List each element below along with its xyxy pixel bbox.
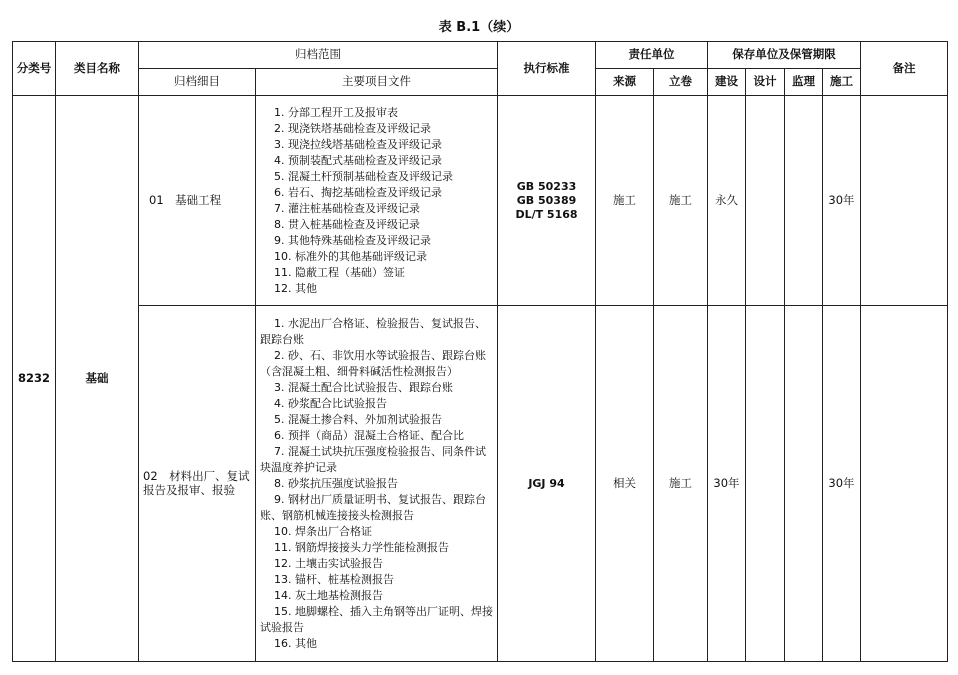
list-item: 9. 钢材出厂质量证明书、复试报告、跟踪台账、钢筋机械连接接头检测报告 — [260, 492, 486, 522]
header-contractor: 施工 — [823, 69, 861, 96]
list-item: 2. 砂、石、非饮用水等试验报告、跟踪台账（含混凝土粗、细骨料碱活性检测报告） — [260, 348, 486, 378]
header-construction: 建设 — [708, 69, 746, 96]
header-supervision: 监理 — [785, 69, 823, 96]
standard-item: JGJ 94 — [528, 476, 565, 490]
cell-design — [746, 96, 785, 306]
cell-filing: 施工 — [654, 306, 708, 662]
archive-table — [12, 41, 948, 662]
standard-item: GB 50233 — [516, 179, 577, 193]
cell-remarks — [861, 306, 948, 662]
cell-construction: 永久 — [708, 96, 746, 306]
list-item: 2. 现浇铁塔基础检查及评级记录 — [274, 121, 431, 135]
cell-code: 8232 — [13, 96, 56, 662]
list-item: 1. 水泥出厂合格证、检验报告、复试报告、跟踪台账 — [260, 316, 486, 346]
list-item: 14. 灰土地基检测报告 — [274, 588, 383, 602]
files-list — [260, 105, 493, 297]
list-item: 8. 贯入桩基础检查及评级记录 — [274, 217, 420, 231]
cell-detail: 02 材料出厂、复试报告及报审、报验 — [139, 306, 256, 662]
cell-standard — [498, 306, 596, 662]
cell-detail: 01 基础工程 — [139, 96, 256, 306]
cell-construction: 30年 — [708, 306, 746, 662]
standard-item: GB 50389 — [516, 193, 577, 207]
header-standard: 执行标准 — [498, 42, 596, 96]
list-item: 7. 混凝土试块抗压强度检验报告、同条件试块温度养护记录 — [260, 444, 486, 474]
files-list — [260, 316, 493, 652]
cell-remarks — [861, 96, 948, 306]
list-item: 9. 其他特殊基础检查及评级记录 — [274, 233, 431, 247]
header-retention: 保存单位及保管期限 — [708, 42, 861, 69]
list-item: 12. 其他 — [274, 281, 317, 295]
cell-filing: 施工 — [654, 96, 708, 306]
list-item: 5. 混凝土杆预制基础检查及评级记录 — [274, 169, 453, 183]
list-item: 12. 土壤击实试验报告 — [274, 556, 383, 570]
list-item: 10. 标准外的其他基础评级记录 — [274, 249, 427, 263]
header-design: 设计 — [746, 69, 785, 96]
list-item: 8. 砂浆抗压强度试验报告 — [274, 476, 398, 490]
list-item: 4. 砂浆配合比试验报告 — [274, 396, 387, 410]
header-remarks: 备注 — [861, 42, 948, 96]
list-item: 15. 地脚螺栓、插入主角钢等出厂证明、焊接试验报告 — [260, 604, 493, 634]
standard-item: DL/T 5168 — [515, 207, 578, 221]
list-item: 7. 灌注桩基础检查及评级记录 — [274, 201, 420, 215]
table-row — [13, 306, 948, 662]
header-scope-files: 主要项目文件 — [256, 69, 498, 96]
table-row — [13, 96, 948, 306]
table-title: 表 B.1（续） — [438, 20, 520, 35]
cell-source: 相关 — [596, 306, 654, 662]
header-category: 类目名称 — [56, 42, 139, 96]
cell-standard — [498, 96, 596, 306]
list-item: 13. 锚杆、桩基检测报告 — [274, 572, 394, 586]
list-item: 4. 预制装配式基础检查及评级记录 — [274, 153, 442, 167]
list-item: 11. 隐蔽工程（基础）签证 — [274, 265, 405, 279]
cell-source: 施工 — [596, 96, 654, 306]
list-item: 1. 分部工程开工及报审表 — [274, 105, 398, 119]
list-item: 10. 焊条出厂合格证 — [274, 524, 372, 538]
header-source: 来源 — [596, 69, 654, 96]
cell-design — [746, 306, 785, 662]
cell-contractor: 30年 — [823, 306, 861, 662]
cell-supervision — [785, 306, 823, 662]
header-scope-detail: 归档细目 — [139, 69, 256, 96]
cell-files — [256, 306, 498, 662]
header-filing: 立卷 — [654, 69, 708, 96]
header-responsible: 责任单位 — [596, 42, 708, 69]
cell-contractor: 30年 — [823, 96, 861, 306]
header-scope: 归档范围 — [139, 42, 498, 69]
cell-files — [256, 96, 498, 306]
list-item: 3. 混凝土配合比试验报告、跟踪台账 — [274, 380, 453, 394]
list-item: 11. 钢筋焊接接头力学性能检测报告 — [274, 540, 449, 554]
list-item: 3. 现浇拉线塔基础检查及评级记录 — [274, 137, 442, 151]
cell-category: 基础 — [56, 96, 139, 662]
list-item: 5. 混凝土掺合料、外加剂试验报告 — [274, 412, 442, 426]
header-code: 分类号 — [13, 42, 56, 96]
list-item: 6. 岩石、掏挖基础检查及评级记录 — [274, 185, 442, 199]
cell-supervision — [785, 96, 823, 306]
list-item: 16. 其他 — [274, 636, 317, 650]
list-item: 6. 预拌（商品）混凝土合格证、配合比 — [274, 428, 464, 442]
